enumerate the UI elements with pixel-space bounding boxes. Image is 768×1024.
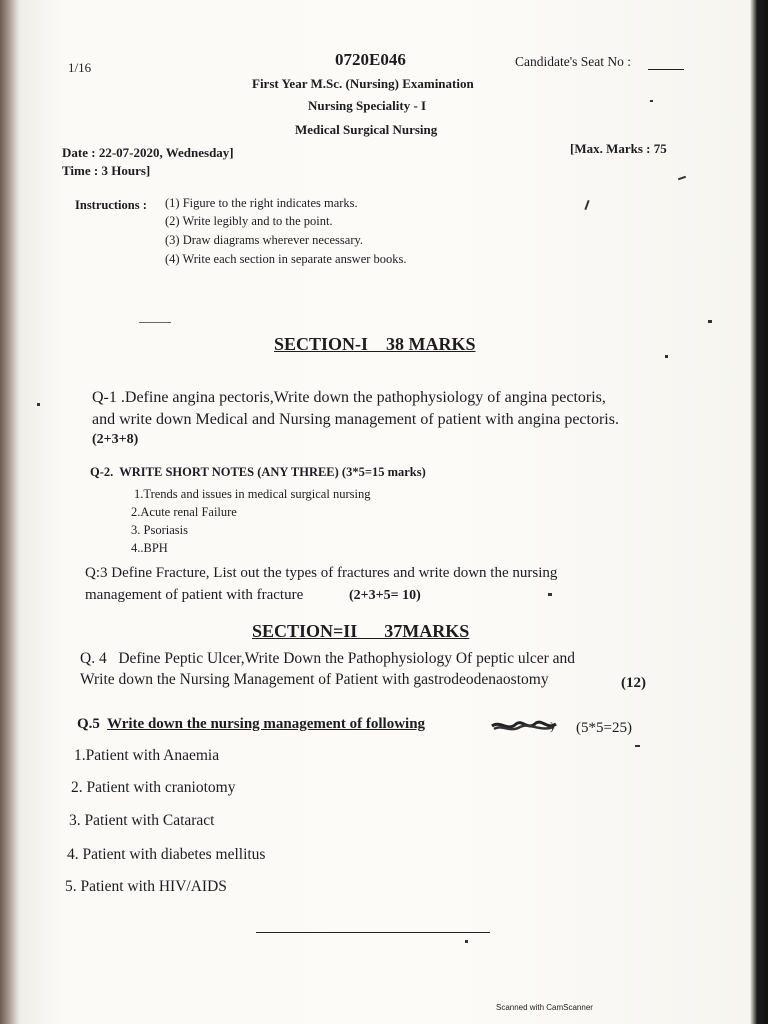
- instruction-item: (4) Write each section in separate answer books.: [165, 252, 407, 266]
- scan-speck: [650, 100, 653, 102]
- q1-line-1: Q-1 .Define angina pectoris,Write down the pathophysiology of angina pectoris,: [92, 389, 606, 406]
- scan-speck: [665, 355, 668, 358]
- q1-line-2: and write down Medical and Nursing management of patient with angina pectoris.: [92, 411, 619, 428]
- q2-title: Q-2. WRITE SHORT NOTES (ANY THREE) (3*5=15 marks): [90, 465, 426, 479]
- end-of-paper-line: [256, 932, 490, 933]
- q2-item: 1.Trends and issues in medical surgical nursing: [134, 487, 371, 501]
- instruction-item: (3) Draw diagrams wherever necessary.: [165, 233, 364, 247]
- speciality-title: Nursing Speciality - I: [308, 98, 427, 113]
- paper-code: 0720E046: [335, 50, 406, 69]
- q2-item: 3. Psoriasis: [131, 523, 188, 537]
- max-marks: [Max. Marks : 75: [570, 141, 667, 156]
- instruction-item: (1) Figure to the right indicates marks.: [165, 196, 358, 210]
- page-number: 1/16: [68, 60, 92, 75]
- instruction-item: (2) Write legibly and to the point.: [165, 214, 333, 228]
- scribbled-out-text: [490, 718, 558, 734]
- q4-line-2: Write down the Nursing Management of Patient with gastrodeodenaostomy: [80, 671, 549, 688]
- exam-title: First Year M.Sc. (Nursing) Examination: [252, 76, 474, 91]
- seat-number-label: Candidate's Seat No :: [515, 54, 632, 69]
- q4-marks: (12): [621, 675, 646, 691]
- svg-text:): ): [550, 719, 554, 733]
- scan-speck: [548, 593, 552, 596]
- q2-item: 2.Acute renal Failure: [131, 505, 237, 519]
- scan-speck: [708, 320, 712, 323]
- q2-item: 4..BPH: [131, 541, 168, 555]
- section-1-heading: SECTION-I 38 MARKS: [274, 334, 476, 354]
- q5-item: 2. Patient with craniotomy: [71, 779, 236, 796]
- q4-line-1: Q. 4 Define Peptic Ulcer,Write Down the Pathophysiology Of peptic ulcer and: [80, 650, 576, 667]
- section-2-heading: SECTION=II 37MARKS: [252, 621, 470, 641]
- subject-title: Medical Surgical Nursing: [295, 122, 438, 137]
- q3-line-2: management of patient with fracture: [85, 587, 304, 603]
- q5-marks: (5*5=25): [576, 720, 632, 736]
- q5-item: 5. Patient with HIV/AIDS: [65, 878, 227, 895]
- seat-number-blank: [648, 69, 684, 70]
- q5-title: Write down the nursing management of following: [107, 716, 426, 732]
- scanner-watermark: Scanned with CamScanner: [496, 1003, 593, 1012]
- scan-speck: [37, 403, 40, 406]
- q5-item: 4. Patient with diabetes mellitus: [67, 846, 266, 863]
- q3-marks: (2+3+5= 10): [349, 588, 421, 603]
- exam-duration: Time : 3 Hours]: [62, 163, 151, 178]
- q5-item: 3. Patient with Cataract: [69, 812, 215, 829]
- paper-left-edge: [0, 0, 20, 1024]
- instructions-label: Instructions :: [75, 198, 147, 212]
- scan-speck: [139, 322, 171, 323]
- q5-prefix: Q.5: [77, 716, 100, 732]
- scan-speck: [635, 745, 640, 747]
- scan-right-border: [750, 0, 768, 1024]
- scan-speck: [465, 940, 468, 943]
- q1-marks: (2+3+8): [92, 432, 139, 447]
- q3-line-1: Q:3 Define Fracture, List out the types of fractures and write down the nursing: [85, 565, 558, 581]
- q5-item: 1.Patient with Anaemia: [74, 747, 220, 764]
- exam-date: Date : 22-07-2020, Wednesday]: [62, 145, 234, 160]
